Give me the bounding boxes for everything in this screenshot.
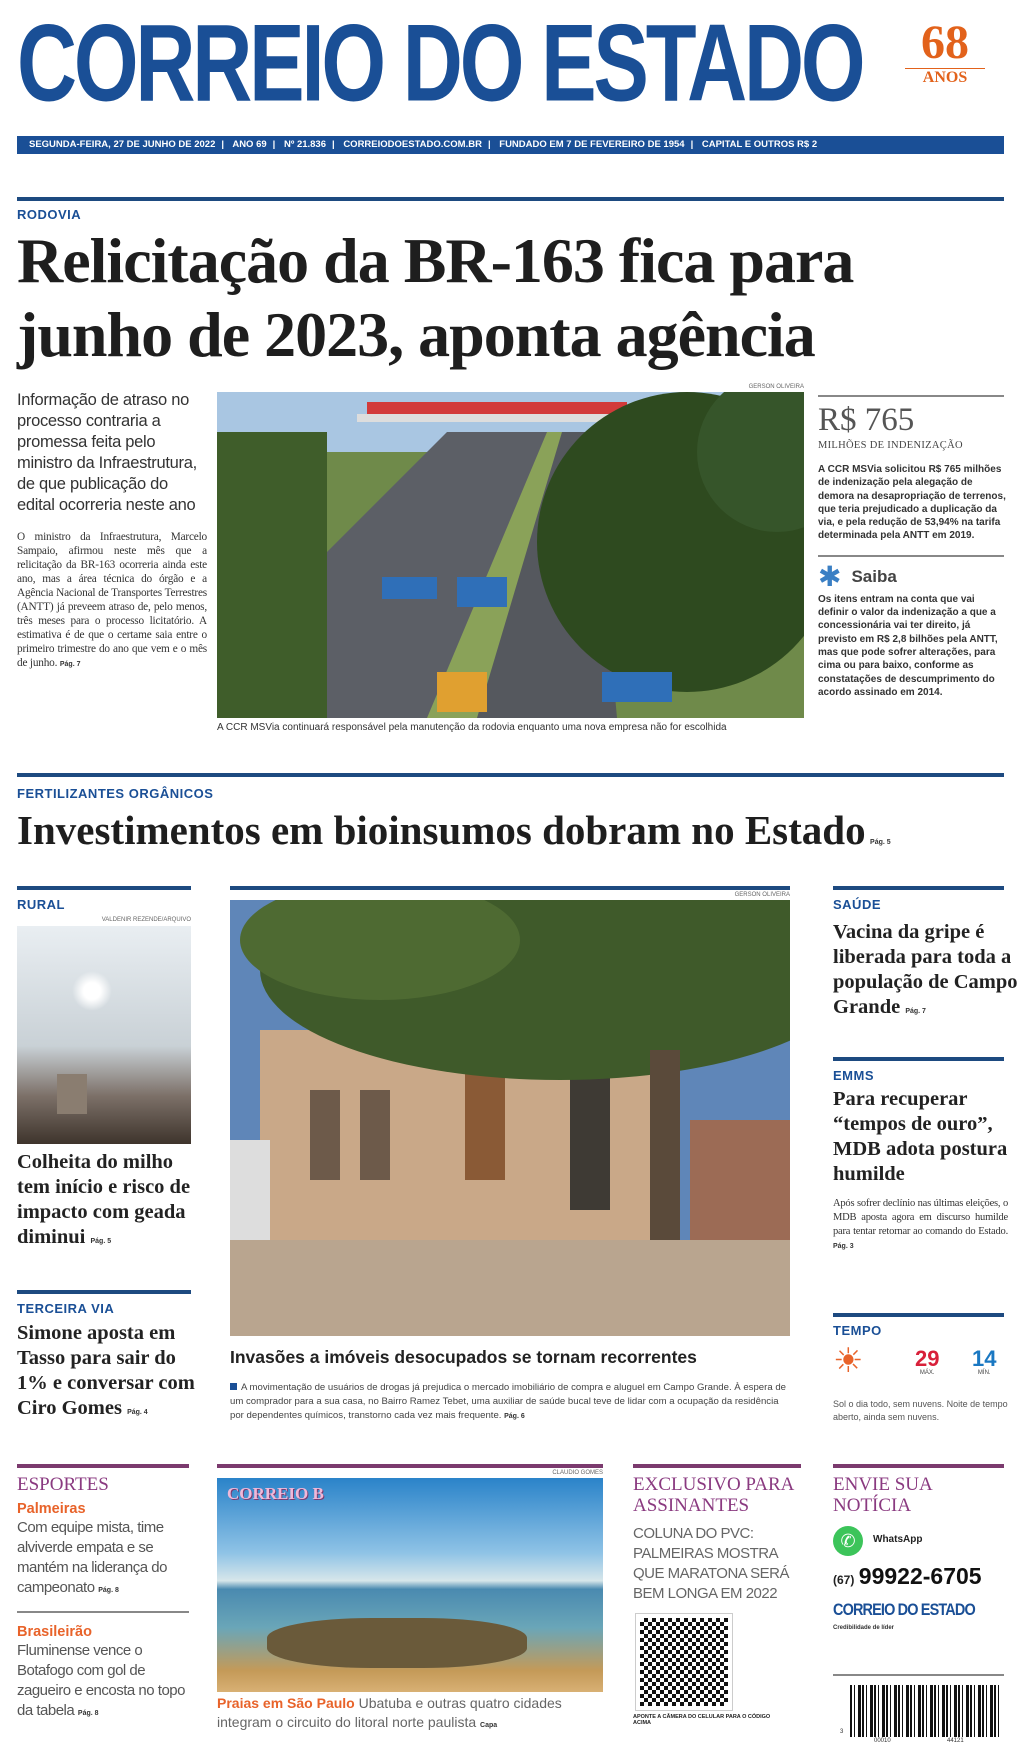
page-ref: Pág. 7 bbox=[59, 661, 81, 668]
barcode bbox=[850, 1685, 1000, 1737]
esportes-item-title[interactable]: Brasileirão bbox=[17, 1624, 92, 1640]
lead-left-column bbox=[17, 390, 207, 672]
anniversary-label: ANOS bbox=[905, 68, 985, 87]
stat-text: A CCR MSVia solicitou R$ 765 milhões de indenização pela alegação de demora na desapropriação de terrenos, que teria prejudicado a duplicação da via, e pela redução de 53,94% na tarifa determinada pela ANTT em 2019. bbox=[818, 464, 1006, 542]
second-kicker: FERTILIZANTES ORGÂNICOS bbox=[17, 786, 214, 801]
terceira-via-kicker: TERCEIRA VIA bbox=[17, 1301, 115, 1316]
founded: FUNDADO EM 7 DE FEVEREIRO DE 1954 bbox=[499, 139, 685, 150]
temp-max-label: MÁX. bbox=[919, 1370, 935, 1376]
temp-max bbox=[915, 1348, 939, 1376]
temp-min-value: 14 bbox=[972, 1346, 997, 1371]
correio-b-text: Ubatuba e outras quatro cidades integram o circuito do litoral norte paulista bbox=[217, 1695, 562, 1730]
divider bbox=[833, 1057, 1004, 1061]
correio-b-logo: CORREIO B bbox=[227, 1484, 324, 1503]
temp-min bbox=[972, 1348, 996, 1376]
exclusivo-text[interactable]: COLUNA DO PVC: PALMEIRAS MOSTRA QUE MARATONA SERÁ BEM LONGA EM 2022 bbox=[633, 1525, 789, 1602]
barcode-group-2: 44121 bbox=[947, 1738, 964, 1744]
rural-photo-harvest[interactable] bbox=[17, 926, 191, 1144]
website-link[interactable]: CORREIODOESTADO.COM.BR bbox=[343, 139, 482, 150]
divider bbox=[818, 395, 1004, 397]
edition-year: ANO 69 bbox=[232, 139, 267, 150]
exclusivo-column bbox=[633, 1464, 805, 1726]
photo-credit: CLAUDIO GOMES bbox=[552, 1470, 603, 1476]
weather-text: Sol o dia todo, sem nuvens. Noite de tempo aberto, ainda sem nuvens. bbox=[833, 1399, 1008, 1422]
emms-headline[interactable]: Para recuperar “tempos de ouro”, MDB adota postura humilde bbox=[833, 1088, 1008, 1185]
rocks bbox=[267, 1618, 527, 1668]
photo-credit: VALDENIR REZENDE/ARQUIVO bbox=[101, 917, 191, 923]
saude-headline[interactable] bbox=[833, 920, 1018, 1024]
phone-number[interactable] bbox=[833, 1563, 982, 1590]
emms-block bbox=[833, 1057, 1013, 1254]
divider bbox=[833, 886, 1004, 890]
sun-icon: ☀ bbox=[833, 1342, 864, 1380]
lead-dek: Informação de atraso no processo contraria a promessa feita pelo ministro da Infraestrutura, de que publicação do edital ocorreria neste ano bbox=[17, 391, 197, 514]
divider bbox=[633, 1464, 801, 1468]
divider bbox=[17, 1464, 189, 1468]
esportes-section: ESPORTES bbox=[17, 1474, 109, 1495]
correio-b-caption[interactable] bbox=[217, 1694, 612, 1735]
photo-credit: GERSON OLIVEIRA bbox=[748, 384, 804, 390]
saude-headline-text: Vacina da gripe é liberada para toda a população de Campo Grande bbox=[833, 921, 1018, 1018]
center-photo-abandoned-house[interactable] bbox=[230, 900, 790, 1336]
emms-body bbox=[833, 1197, 1008, 1254]
price: CAPITAL E OUTROS R$ 2 bbox=[701, 139, 818, 150]
page-ref: Pág. 5 bbox=[90, 1238, 112, 1245]
divider bbox=[17, 773, 1004, 777]
lead-kicker: RODOVIA bbox=[17, 207, 82, 222]
barcode-group-1: 00010 bbox=[874, 1738, 891, 1744]
masthead-logo: CORREIO DO ESTADO bbox=[17, 2, 863, 125]
esportes-item-title[interactable]: Palmeiras bbox=[17, 1501, 86, 1517]
saiba-header bbox=[818, 560, 1008, 592]
edition-number: Nº 21.836 bbox=[283, 139, 326, 150]
terceira-via-headline[interactable] bbox=[17, 1321, 207, 1425]
page-ref: Pág. 8 bbox=[98, 1587, 119, 1594]
edition-date: SEGUNDA-FEIRA, 27 DE JUNHO DE 2022 bbox=[29, 139, 216, 150]
page-ref: Pág. 7 bbox=[905, 1008, 926, 1015]
sun-glare bbox=[72, 971, 112, 1011]
emms-kicker: EMMS bbox=[833, 1068, 874, 1083]
phone-digits: 99922-6705 bbox=[858, 1563, 982, 1589]
anniversary-badge bbox=[905, 16, 985, 87]
exclusivo-section: EXCLUSIVO PARA ASSINANTES bbox=[633, 1474, 794, 1516]
lead-body bbox=[17, 530, 207, 672]
saiba-title: Saiba bbox=[851, 566, 897, 586]
stat-value: R$ 765 bbox=[818, 402, 915, 438]
terceira-via-headline-text: Simone aposta em Tasso para sair do 1% e conversar com Ciro Gomes bbox=[17, 1322, 195, 1419]
whatsapp-icon: ✆ bbox=[833, 1526, 863, 1556]
bullet-icon bbox=[230, 1383, 237, 1390]
center-body-text: A movimentação de usuários de drogas já prejudica o mercado imobiliário de compra e aluguel em Campo Grande. À espera de um comprador para a sua casa, no Bairro Ramez Tebet, uma auxiliar de saúde bucal teve de lidar com a ocupação da residência por dependentes químicos, transtorno cada vez mais frequente. bbox=[230, 1382, 787, 1421]
temp-max-value: 29 bbox=[915, 1346, 940, 1371]
rural-kicker: RURAL bbox=[17, 897, 65, 912]
divider bbox=[217, 1464, 603, 1468]
rural-headline-text: Colheita do milho tem início e risco de impacto com geada diminui bbox=[17, 1151, 191, 1248]
lead-right-column bbox=[818, 395, 1008, 699]
emms-body-text: Após sofrer declínio nas últimas eleições, o MDB aposta agora em discurso humilde para tentar retornar ao comando do Estado. bbox=[833, 1198, 1008, 1237]
correio-b-beach-photo[interactable] bbox=[217, 1478, 603, 1692]
envie-section: ENVIE SUA NOTÍCIA bbox=[833, 1474, 932, 1516]
divider bbox=[17, 1611, 189, 1613]
brand-logo: CORREIO DO ESTADO bbox=[833, 1600, 975, 1619]
edition-info-bar: SEGUNDA-FEIRA, 27 DE JUNHO DE 2022 | ANO 69 | Nº 21.836 | CORREIODOESTADO.COM.BR | FUNDADO EM 7 DE FEVEREIRO DE 1954 | CAPITAL E OUTROS R$ 2 bbox=[17, 136, 1004, 154]
lead-photo-caption: A CCR MSVia continuará responsável pela manutenção da rodovia enquanto uma nova empresa não for escolhida bbox=[217, 722, 727, 733]
saude-kicker: SAÚDE bbox=[833, 897, 882, 912]
lead-body-text: O ministro da Infraestrutura, Marcelo Sampaio, afirmou neste mês que a relicitação da BR-163 ocorreria ainda este ano, mas a área técnica do órgão e a Agência Nacional de Transportes Terrestres (ANTT) já preveem atraso de, pelo menos, três meses para o processo licitatório. A estimativa é de que o certame saia entre o primeiro trimestre do ano que vem e o mês de junho. bbox=[17, 531, 207, 669]
photo-credit: GERSON OLIVEIRA bbox=[734, 892, 790, 898]
qr-caption: APONTE A CÂMERA DO CELULAR PARA O CÓDIGO ACIMA bbox=[633, 1714, 771, 1726]
correio-b-title: Praias em São Paulo bbox=[217, 1695, 355, 1711]
divider bbox=[17, 197, 1004, 201]
divider bbox=[17, 886, 191, 890]
barcode-prefix: 3 bbox=[840, 1729, 844, 1735]
harvester bbox=[57, 1074, 87, 1114]
divider bbox=[818, 555, 1004, 557]
second-headline-wrap[interactable] bbox=[17, 806, 891, 854]
lead-photo-toll-plaza[interactable] bbox=[217, 392, 804, 718]
center-body bbox=[230, 1381, 790, 1424]
qr-code[interactable] bbox=[636, 1614, 732, 1710]
stat-label: MILHÕES DE INDENIZAÇÃO bbox=[818, 440, 963, 451]
esportes-item-text bbox=[17, 1641, 195, 1724]
rural-headline[interactable] bbox=[17, 1150, 197, 1254]
asterisk-icon: ✱ bbox=[818, 560, 842, 592]
anniversary-number: 68 bbox=[921, 16, 969, 69]
phone-area: (67) bbox=[833, 1573, 855, 1587]
divider bbox=[833, 1313, 1004, 1317]
page-ref: Pág. 6 bbox=[504, 1413, 525, 1420]
esportes-item-body: Fluminense vence o Botafogo com gol de zagueiro e encosta no topo da tabela bbox=[17, 1642, 185, 1719]
esportes-column bbox=[17, 1464, 195, 1724]
page-ref: Pág. 8 bbox=[77, 1710, 99, 1717]
whatsapp-label: WhatsApp bbox=[873, 1534, 923, 1545]
center-headline[interactable]: Invasões a imóveis desocupados se tornam recorrentes bbox=[230, 1347, 697, 1367]
esportes-item-text bbox=[17, 1518, 195, 1601]
page-ref: Pág. 4 bbox=[127, 1409, 148, 1416]
lead-headline[interactable]: Relicitação da BR-163 fica para junho de 2023, aponta agência bbox=[17, 225, 854, 370]
divider bbox=[833, 1464, 1004, 1468]
weather-kicker: TEMPO bbox=[833, 1323, 882, 1338]
second-headline[interactable]: Investimentos em bioinsumos dobram no Estado bbox=[17, 807, 866, 853]
temp-min-label: MÍN. bbox=[977, 1370, 991, 1376]
divider bbox=[833, 1674, 1004, 1676]
brand-slogan: Credibilidade de líder bbox=[833, 1625, 895, 1631]
saiba-text: Os itens entram na conta que vai definir o valor da indenização a que a concessionária vai ter direito, já previsto em R$ 2,8 bilhões pela ANTT, mas que pode sofrer alterações, para cima ou para baixo, conforme as constatações de descumprimento do acordo assinado em 2014. bbox=[818, 593, 998, 698]
page-ref: Pág. 3 bbox=[833, 1243, 854, 1250]
divider bbox=[230, 886, 790, 890]
page-ref: Pág. 5 bbox=[870, 839, 891, 846]
esportes-item-body: Com equipe mista, time alviverde empata e se mantém na liderança do campeonato bbox=[17, 1519, 167, 1596]
page-ref: Capa bbox=[480, 1722, 498, 1729]
divider bbox=[17, 1290, 191, 1294]
